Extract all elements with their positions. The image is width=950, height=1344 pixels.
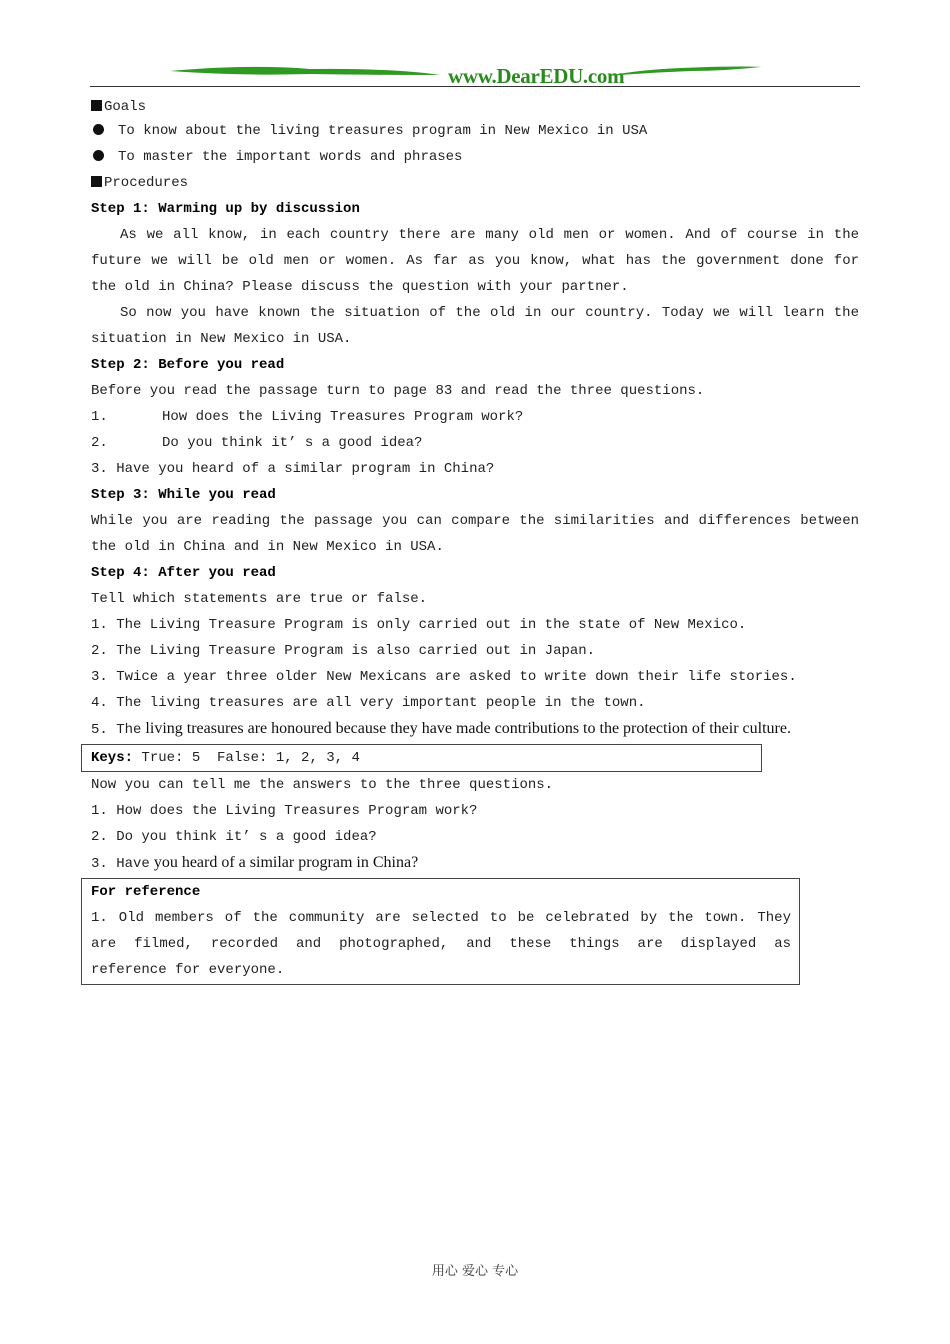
paragraph-line: the old in China? Please discuss the question with your partner. <box>91 279 629 295</box>
question-prefix: 3. Have <box>91 856 150 872</box>
procedures-heading-text: Procedures <box>104 175 189 191</box>
question-item <box>91 850 859 877</box>
question-text: you heard of a similar program in China? <box>149 854 419 871</box>
left-leaf-decoration <box>170 66 440 76</box>
statement-item: 1. The Living Treasure Program is only carried out in the state of New Mexico. <box>91 617 747 633</box>
statement-item: 3. Twice a year three older New Mexicans are asked to write down their life stories. <box>91 669 797 685</box>
square-bullet-icon <box>91 176 102 187</box>
step1-title: Step 1: Warming up by discussion <box>91 201 360 217</box>
statement-item: 4. The living treasures are all very important people in the town. <box>91 695 646 711</box>
goal-text: To know about the living treasures program in New Mexico in USA <box>118 123 648 139</box>
step2-intro: Before you read the passage turn to page 83 and read the three questions. <box>91 383 705 399</box>
goal-item <box>91 144 859 170</box>
reference-line: 1. Old members of the community are selected to be celebrated by the town. They <box>91 910 791 926</box>
site-logo: www.DearEDU.com <box>448 64 625 88</box>
paragraph-line: While you are reading the passage you can compare the similarities and differences between <box>91 513 859 529</box>
question-item: 2. Do you think it’ s a good idea? <box>91 829 377 845</box>
page-footer: 用心 爱心 专心 <box>431 1264 519 1279</box>
reference-box <box>81 878 800 985</box>
keys-box <box>81 744 762 772</box>
statement-prefix: 5. The <box>91 722 142 738</box>
question-text: Have you heard of a similar program in China? <box>116 461 495 477</box>
question-number: 3. <box>91 461 108 477</box>
goal-text: To master the important words and phrases <box>118 149 463 165</box>
square-bullet-icon <box>91 100 102 111</box>
question-text: How does the Living Treasures Program work? <box>162 409 524 425</box>
question-item <box>91 456 859 482</box>
question-item <box>91 404 859 430</box>
goal-item <box>91 118 859 144</box>
keys-answer: True: 5 False: 1, 2, 3, 4 <box>133 750 360 766</box>
reference-line: reference for everyone. <box>91 962 285 978</box>
right-leaf-decoration <box>592 66 777 76</box>
question-number: 2. <box>91 435 108 451</box>
header-rule <box>90 86 860 87</box>
reference-line: are filmed, recorded and photographed, and these things are displayed as <box>91 936 791 952</box>
bullet-icon <box>93 124 104 135</box>
paragraph-line: future we will be old men or women. As far as you know, what has the government done for <box>91 253 859 269</box>
statement-item: 2. The Living Treasure Program is also carried out in Japan. <box>91 643 596 659</box>
keys-label: Keys: <box>91 750 134 766</box>
paragraph-line: As we all know, in each country there are many old men or women. And of course in the <box>120 227 859 243</box>
statement-text: living treasures are honoured because they have made contributions to the protection of their culture. <box>141 720 791 737</box>
goals-heading <box>91 96 859 118</box>
now-text: Now you can tell me the answers to the three questions. <box>91 777 554 793</box>
step4-intro: Tell which statements are true or false. <box>91 591 428 607</box>
paragraph-line: situation in New Mexico in USA. <box>91 331 352 347</box>
goals-heading-text: Goals <box>104 99 147 115</box>
bullet-icon <box>93 150 104 161</box>
procedures-heading <box>91 170 859 196</box>
reference-title: For reference <box>91 884 201 900</box>
question-text: Do you think it’ s a good idea? <box>162 435 423 451</box>
page-header <box>90 62 860 88</box>
question-item <box>91 430 859 456</box>
question-number: 1. <box>91 409 108 425</box>
document-body <box>91 96 859 985</box>
question-item: 1. How does the Living Treasures Program work? <box>91 803 478 819</box>
paragraph-line: So now you have known the situation of the old in our country. Today we will learn the <box>120 305 859 321</box>
paragraph-line: the old in China and in New Mexico in USA. <box>91 539 444 555</box>
step2-title: Step 2: Before you read <box>91 357 285 373</box>
statement-item <box>91 716 859 743</box>
step4-title: Step 4: After you read <box>91 565 276 581</box>
step3-title: Step 3: While you read <box>91 487 276 503</box>
